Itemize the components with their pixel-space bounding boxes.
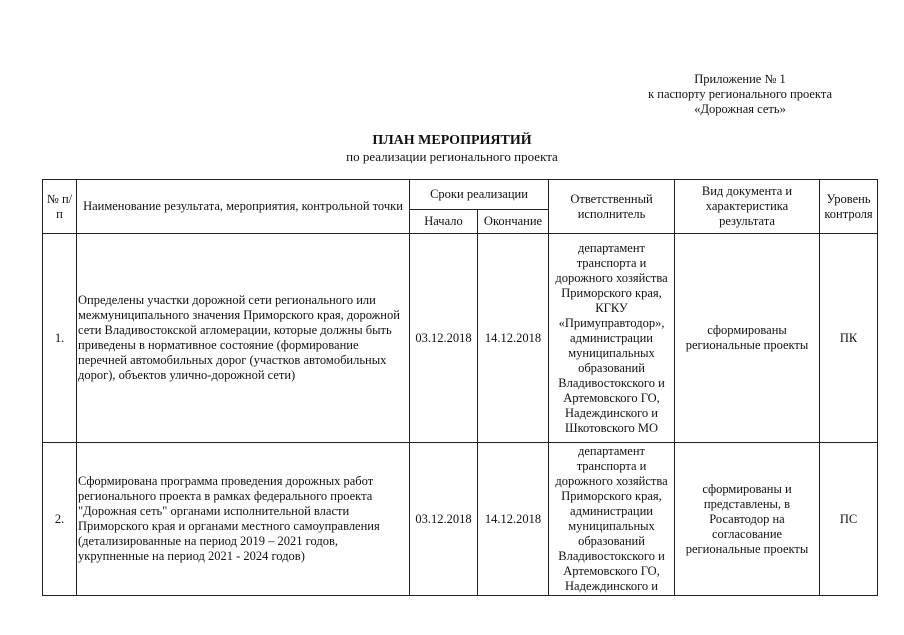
row-doc: сформированы региональные проекты [675, 234, 820, 443]
header-name: Наименование результата, мероприятия, контрольной точки [77, 180, 410, 234]
header-start: Начало [410, 210, 478, 234]
row-name: Определены участки дорожной сети регионального или межмуниципального значения Приморского края, дорожной сети Владивостокской агломерации, которые должны быть приведены в нормативное состояние (формирование перечней автомобильных дорог (участков автомобильных дорог), объектов улично-дорожной сети) [77, 234, 410, 443]
title-sub: по реализации регионального проекта [346, 149, 558, 164]
table-row [43, 443, 878, 596]
header-responsible: Ответственный исполнитель [549, 180, 675, 234]
row-num: 2. [43, 443, 77, 596]
header-row [43, 180, 878, 210]
appendix-line-2: к паспорту регионального проекта [648, 87, 832, 101]
row-responsible: департамент транспорта и дорожного хозяйства Приморского края, администрации муниципальных образований Владивостокского и Артемовского ГО, Надеждинского и [549, 443, 675, 596]
row-level: ПС [820, 443, 878, 596]
plan-table [42, 179, 878, 596]
document-title [0, 133, 904, 164]
appendix-line-1: Приложение № 1 [694, 72, 786, 86]
row-name: Сформирована программа проведения дорожных работ регионального проекта в рамках федерального проекта "Дорожная сеть" органами исполнительной власти Приморского края и органами местного самоуправления (детализированные на период 2019 – 2021 годов, укрупненные на период 2021 - 2024 годов) [77, 443, 410, 596]
row-start: 03.12.2018 [410, 234, 478, 443]
header-terms: Сроки реализации [410, 180, 549, 210]
row-level: ПК [820, 234, 878, 443]
table-row [43, 234, 878, 443]
header-doc: Вид документа и характеристика результата [675, 180, 820, 234]
appendix-line-3: «Дорожная сеть» [694, 102, 786, 116]
header-end: Окончание [478, 210, 549, 234]
header-level: Уровень контроля [820, 180, 878, 234]
header-num: № п/п [43, 180, 77, 234]
row-start: 03.12.2018 [410, 443, 478, 596]
row-end: 14.12.2018 [478, 443, 549, 596]
appendix-note [648, 72, 832, 117]
row-num: 1. [43, 234, 77, 443]
row-end: 14.12.2018 [478, 234, 549, 443]
row-responsible: департамент транспорта и дорожного хозяйства Приморского края, КГКУ «Примуправтодор», администрации муниципальных образований Владивостокского и Артемовского ГО, Надеждинского и Шкотовского МО [549, 234, 675, 443]
title-main: ПЛАН МЕРОПРИЯТИЙ [372, 133, 532, 148]
row-doc: сформированы и представлены, в Росавтодор на согласование региональные проекты [675, 443, 820, 596]
